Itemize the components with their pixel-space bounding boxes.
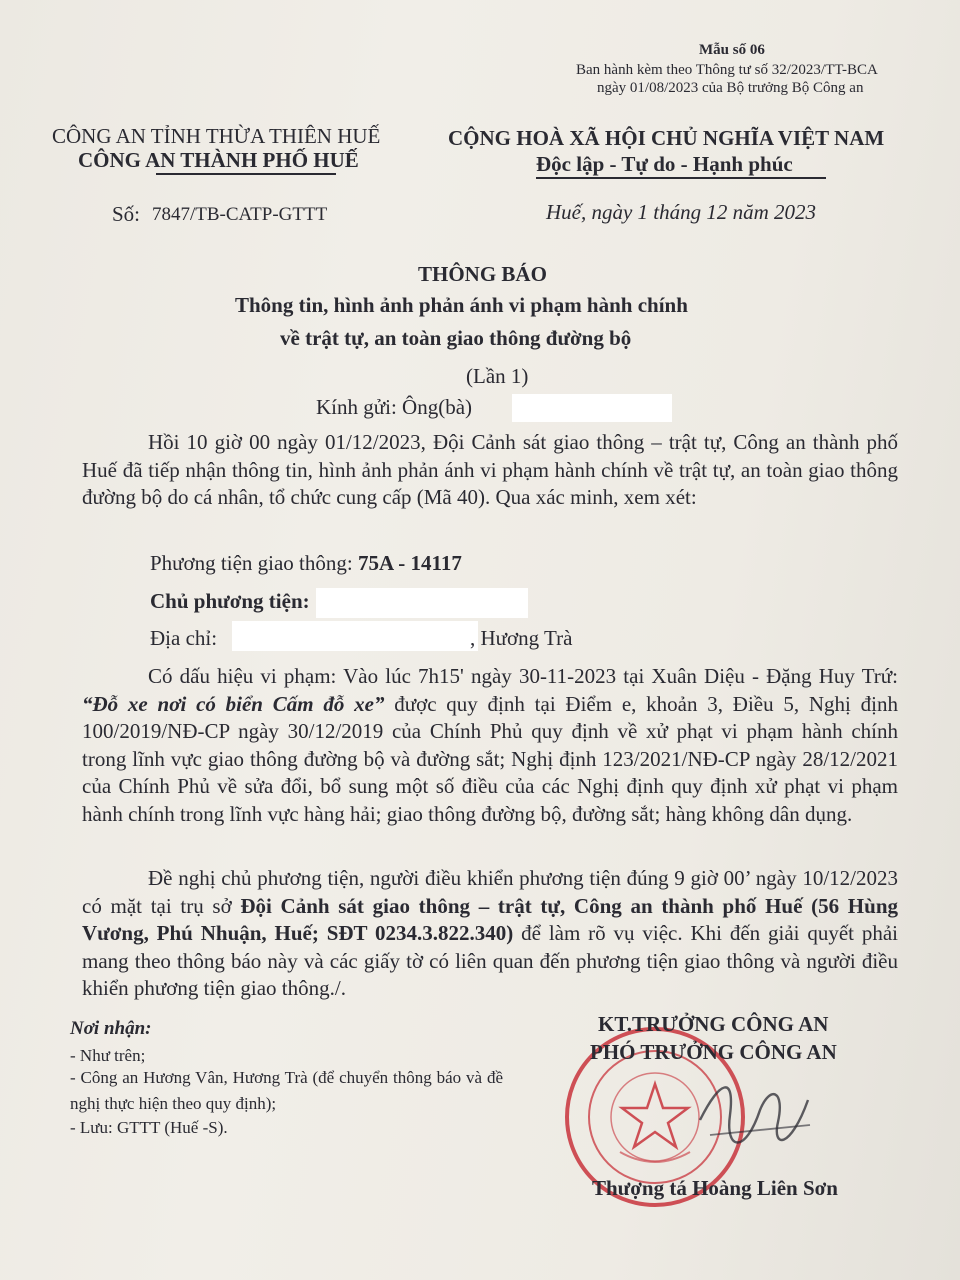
motto-underline bbox=[536, 177, 826, 179]
address-redaction bbox=[232, 621, 478, 651]
notice-subtitle1: Thông tin, hình ảnh phản ánh vi phạm hành chính bbox=[235, 293, 688, 317]
vehicle-line bbox=[150, 551, 462, 576]
paragraph-intro: Hồi 10 giờ 00 ngày 01/12/2023, Đội Cảnh sát giao thông – trật tự, Công an thành phố Huế đã tiếp nhận thông tin, hình ảnh phản ánh vi phạm hành chính về trật tự, an toàn giao thông đường bộ do cá nhân, tổ chức cung cấp (Mã 40). Qua xác minh, xem xét: bbox=[82, 430, 898, 510]
agency-name: CÔNG AN THÀNH PHỐ HUẾ bbox=[78, 148, 359, 172]
address-label: Địa chỉ: bbox=[150, 626, 218, 650]
violation-intro: Có dấu hiệu vi phạm: Vào lúc 7h15' ngày 30-11-2023 tại Xuân Diệu - Đặng Huy Trứ: bbox=[148, 664, 898, 688]
owner-label: Chủ phương tiện: bbox=[150, 589, 310, 613]
recipient-item-3: - Lưu: GTTT (Huế -S). bbox=[70, 1118, 228, 1137]
recipients-label: Nơi nhận: bbox=[70, 1018, 152, 1039]
place-date: Huế, ngày 1 tháng 12 năm 2023 bbox=[546, 200, 817, 224]
signature-mark bbox=[690, 1060, 830, 1170]
paragraph-violation bbox=[82, 663, 898, 829]
recipient-item-1: - Như trên; bbox=[70, 1046, 146, 1065]
nation-motto: Độc lập - Tự do - Hạnh phúc bbox=[536, 152, 793, 176]
signer-title2: PHÓ TRƯỞNG CÔNG AN bbox=[590, 1040, 837, 1064]
agency-parent: CÔNG AN TỈNH THỪA THIÊN HUẾ bbox=[52, 124, 381, 148]
nation-title: CỘNG HOÀ XÃ HỘI CHỦ NGHĨA VIỆT NAM bbox=[448, 126, 885, 150]
notice-subtitle2: về trật tự, an toàn giao thông đường bộ bbox=[280, 326, 632, 350]
violation-legal-basis: được quy định tại Điểm e, khoản 3, Điều 5, Nghị định 100/2019/NĐ-CP ngày 30/12/2019 của Chính Phủ quy định về xử phạt vi phạm hành chính trong lĩnh vực giao thông đường bộ và đường sắt; Nghị định 123/2021/NĐ-CP ngày 28/12/2021 của Chính Phủ về sửa đổi, bổ sung một số điều của các Nghị định quy định xử phạt vi phạm hành chính trong lĩnh vực hàng hải; giao thông đường bộ, đường sắt; hàng không dân dụng. bbox=[82, 691, 898, 826]
request-details: để làm rõ vụ việc. Khi đến giải quyết phải mang theo thông báo này và các giấy tờ có liên quan đến phương tiện giao thông và người điều khiển phương tiện giao thông./. bbox=[82, 921, 898, 1001]
request-office: Đội Cảnh sát giao thông – trật tự, Công an thành phố Huế (56 Hùng Vương, Phú Nhuận, Huế; SĐT 0234.3.822.340) bbox=[82, 893, 898, 946]
paragraph-request bbox=[82, 865, 898, 1003]
addressee-label: Kính gửi: Ông(bà) bbox=[316, 395, 473, 419]
request-intro: Đề nghị chủ phương tiện, người điều khiển phương tiện đúng 9 giờ 00’ ngày 10/12/2023 có mặt tại trụ sở bbox=[82, 866, 898, 918]
doc-number: 7847/TB-CATP-GTTT bbox=[152, 204, 328, 225]
notice-round: (Lần 1) bbox=[466, 364, 529, 388]
notice-title: THÔNG BÁO bbox=[418, 262, 547, 286]
address-tail: , Hương Trà bbox=[470, 626, 573, 650]
vehicle-plate: 75A - 14117 bbox=[357, 551, 462, 575]
signer-title1: KT.TRƯỞNG CÔNG AN bbox=[598, 1012, 829, 1036]
signer-name: Thượng tá Hoàng Liên Sơn bbox=[592, 1176, 838, 1200]
form-issued-line1: Ban hành kèm theo Thông tư số 32/2023/TT-BCA bbox=[576, 62, 878, 78]
recipient-item-2: - Công an Hương Vân, Hương Trà (để chuyển thông báo và đề nghị thực hiện theo quy định); bbox=[70, 1068, 503, 1113]
owner-redaction bbox=[316, 588, 528, 618]
form-issued-line2: ngày 01/08/2023 của Bộ trưởng Bộ Công an bbox=[597, 80, 864, 96]
agency-underline bbox=[156, 173, 336, 175]
addressee-redaction bbox=[512, 394, 672, 422]
vehicle-label: Phương tiện giao thông: bbox=[150, 551, 353, 575]
violation-type: “Đỗ xe nơi có biển Cấm đỗ xe” bbox=[82, 691, 385, 716]
doc-number-label: Số: bbox=[112, 202, 141, 226]
form-number: Mẫu số 06 bbox=[699, 42, 765, 58]
